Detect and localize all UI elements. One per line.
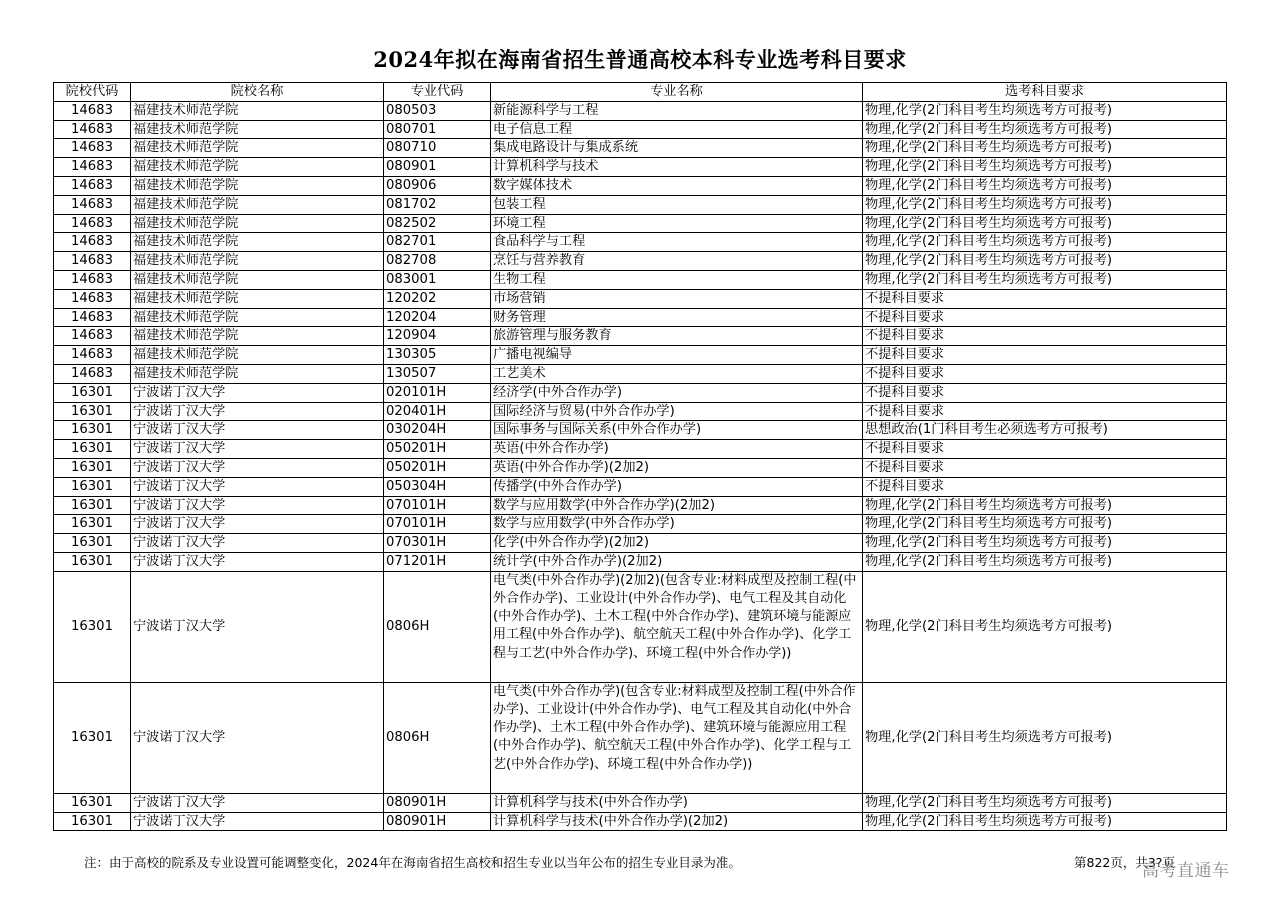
major-code-cell: 082701 — [384, 233, 491, 252]
table-row — [54, 158, 1227, 177]
table-row — [54, 101, 1227, 120]
table-row — [54, 289, 1227, 308]
subject-requirement-cell: 思想政治(1门科目考生必须选考方可报考) — [863, 421, 1227, 440]
school-name-cell: 福建技术师范学院 — [131, 195, 384, 214]
school-code-cell: 14683 — [54, 195, 131, 214]
major-name-cell: 包装工程 — [491, 195, 863, 214]
school-code-cell: 14683 — [54, 346, 131, 365]
major-code-cell: 120202 — [384, 289, 491, 308]
page-number: 第822页，共3?页 — [1074, 855, 1175, 870]
school-name-cell: 宁波诺丁汉大学 — [131, 477, 384, 496]
major-name-cell: 市场营销 — [491, 289, 863, 308]
school-name-cell: 福建技术师范学院 — [131, 176, 384, 195]
major-code-cell: 050304H — [384, 477, 491, 496]
table-row — [54, 421, 1227, 440]
school-name-cell: 福建技术师范学院 — [131, 233, 384, 252]
school-code-cell: 14683 — [54, 308, 131, 327]
table-row — [54, 682, 1227, 793]
table-row — [54, 496, 1227, 515]
school-name-cell: 福建技术师范学院 — [131, 270, 384, 289]
major-name-cell: 旅游管理与服务教育 — [491, 327, 863, 346]
footer-note: 注：由于高校的院系及专业设置可能调整变化，2024年在海南省招生高校和招生专业以当年公布的招生专业目录为准。 — [84, 855, 741, 870]
subject-requirement-cell: 物理,化学(2门科目考生均须选考方可报考) — [863, 195, 1227, 214]
major-name-cell: 传播学(中外合作办学) — [491, 477, 863, 496]
major-name-cell: 数学与应用数学(中外合作办学) — [491, 515, 863, 534]
school-name-cell: 宁波诺丁汉大学 — [131, 571, 384, 682]
school-name-cell: 宁波诺丁汉大学 — [131, 812, 384, 831]
major-code-cell: 0806H — [384, 682, 491, 793]
school-code-cell: 14683 — [54, 214, 131, 233]
major-code-cell: 130507 — [384, 364, 491, 383]
major-code-cell: 120204 — [384, 308, 491, 327]
subject-requirement-cell: 不提科目要求 — [863, 346, 1227, 365]
school-name-cell: 福建技术师范学院 — [131, 101, 384, 120]
school-code-cell: 14683 — [54, 252, 131, 271]
school-code-cell: 16301 — [54, 515, 131, 534]
major-name-cell: 数学与应用数学(中外合作办学)(2加2) — [491, 496, 863, 515]
major-name-cell: 计算机科学与技术(中外合作办学) — [491, 793, 863, 812]
table-row — [54, 346, 1227, 365]
school-name-cell: 宁波诺丁汉大学 — [131, 552, 384, 571]
major-name-cell: 集成电路设计与集成系统 — [491, 139, 863, 158]
major-name-cell: 环境工程 — [491, 214, 863, 233]
major-code-cell: 081702 — [384, 195, 491, 214]
table-row — [54, 383, 1227, 402]
table-row — [54, 534, 1227, 553]
school-name-cell: 福建技术师范学院 — [131, 214, 384, 233]
subject-requirement-cell: 物理,化学(2门科目考生均须选考方可报考) — [863, 252, 1227, 271]
school-name-cell: 宁波诺丁汉大学 — [131, 458, 384, 477]
subject-requirement-cell: 物理,化学(2门科目考生均须选考方可报考) — [863, 515, 1227, 534]
school-name-cell: 宁波诺丁汉大学 — [131, 793, 384, 812]
school-code-cell: 16301 — [54, 793, 131, 812]
subject-requirement-cell: 物理,化学(2门科目考生均须选考方可报考) — [863, 233, 1227, 252]
table-row — [54, 364, 1227, 383]
subject-requirement-cell: 物理,化学(2门科目考生均须选考方可报考) — [863, 139, 1227, 158]
school-code-cell: 14683 — [54, 158, 131, 177]
school-name-cell: 福建技术师范学院 — [131, 346, 384, 365]
subject-requirement-cell: 不提科目要求 — [863, 383, 1227, 402]
subject-requirement-cell: 不提科目要求 — [863, 364, 1227, 383]
major-name-cell: 英语(中外合作办学) — [491, 440, 863, 459]
subject-requirement-cell: 物理,化学(2门科目考生均须选考方可报考) — [863, 158, 1227, 177]
school-name-cell: 福建技术师范学院 — [131, 308, 384, 327]
school-code-cell: 14683 — [54, 327, 131, 346]
header-school-name: 院校名称 — [131, 83, 384, 102]
major-code-cell: 050201H — [384, 458, 491, 477]
school-code-cell: 14683 — [54, 289, 131, 308]
table-row — [54, 812, 1227, 831]
subject-requirement-cell: 物理,化学(2门科目考生均须选考方可报考) — [863, 214, 1227, 233]
major-code-cell: 050201H — [384, 440, 491, 459]
table-body — [54, 101, 1227, 831]
school-code-cell: 16301 — [54, 402, 131, 421]
school-name-cell: 福建技术师范学院 — [131, 327, 384, 346]
major-code-cell: 070301H — [384, 534, 491, 553]
page-title: 2024年拟在海南省招生普通高校本科专业选考科目要求 — [373, 47, 907, 72]
header-major-name: 专业名称 — [491, 83, 863, 102]
table-row — [54, 308, 1227, 327]
major-name-cell: 广播电视编导 — [491, 346, 863, 365]
subject-requirement-cell: 物理,化学(2门科目考生均须选考方可报考) — [863, 682, 1227, 793]
major-name-cell: 计算机科学与技术(中外合作办学)(2加2) — [491, 812, 863, 831]
table-row — [54, 252, 1227, 271]
header-major-code: 专业代码 — [384, 83, 491, 102]
school-code-cell: 14683 — [54, 233, 131, 252]
table-row — [54, 571, 1227, 682]
subject-requirement-cell: 物理,化学(2门科目考生均须选考方可报考) — [863, 812, 1227, 831]
major-code-cell: 080503 — [384, 101, 491, 120]
watermark-text: 高考直通车 — [1142, 861, 1230, 881]
major-code-cell: 082502 — [384, 214, 491, 233]
table-row — [54, 477, 1227, 496]
major-code-cell: 083001 — [384, 270, 491, 289]
major-code-cell: 080906 — [384, 176, 491, 195]
school-name-cell: 宁波诺丁汉大学 — [131, 515, 384, 534]
table-row — [54, 270, 1227, 289]
table-row — [54, 120, 1227, 139]
subject-requirement-cell: 物理,化学(2门科目考生均须选考方可报考) — [863, 176, 1227, 195]
header-school-code: 院校代码 — [54, 83, 131, 102]
major-name-cell: 统计学(中外合作办学)(2加2) — [491, 552, 863, 571]
table-row — [54, 402, 1227, 421]
school-name-cell: 福建技术师范学院 — [131, 289, 384, 308]
major-name-cell: 生物工程 — [491, 270, 863, 289]
school-code-cell: 14683 — [54, 176, 131, 195]
school-code-cell: 16301 — [54, 682, 131, 793]
table-row — [54, 139, 1227, 158]
major-name-text: 电气类(中外合作办学)(2加2)(包含专业:材料成型及控制工程(中外合作办学)、工业设计(中外合作办学)、电气工程及其自动化(中外合作办学)、土木工程(中外合作办学)、建筑环境与能源应用工程(中外合作办学)、航空航天工程(中外合作办学)、化学工程与工艺(中外合作办学)、环境工程(中外合作办学)) — [493, 572, 857, 661]
major-name-cell: 国际事务与国际关系(中外合作办学) — [491, 421, 863, 440]
school-name-cell: 宁波诺丁汉大学 — [131, 402, 384, 421]
major-name-cell: 数字媒体技术 — [491, 176, 863, 195]
school-name-cell: 福建技术师范学院 — [131, 158, 384, 177]
school-name-cell: 宁波诺丁汉大学 — [131, 421, 384, 440]
subject-requirement-cell: 物理,化学(2门科目考生均须选考方可报考) — [863, 552, 1227, 571]
major-code-cell: 080710 — [384, 139, 491, 158]
school-code-cell: 16301 — [54, 458, 131, 477]
major-name-cell: 烹饪与营养教育 — [491, 252, 863, 271]
major-code-cell: 020401H — [384, 402, 491, 421]
school-code-cell: 14683 — [54, 101, 131, 120]
major-code-cell: 080701 — [384, 120, 491, 139]
subject-requirement-cell: 物理,化学(2门科目考生均须选考方可报考) — [863, 534, 1227, 553]
school-name-cell: 宁波诺丁汉大学 — [131, 383, 384, 402]
subject-requirement-cell: 物理,化学(2门科目考生均须选考方可报考) — [863, 101, 1227, 120]
school-name-cell: 福建技术师范学院 — [131, 139, 384, 158]
school-code-cell: 16301 — [54, 534, 131, 553]
school-code-cell: 14683 — [54, 270, 131, 289]
major-name-cell: 计算机科学与技术 — [491, 158, 863, 177]
subject-requirement-cell: 物理,化学(2门科目考生均须选考方可报考) — [863, 270, 1227, 289]
school-code-cell: 16301 — [54, 421, 131, 440]
major-name-text: 电气类(中外合作办学)(包含专业:材料成型及控制工程(中外合作办学)、工业设计(中外合作办学)、电气工程及其自动化(中外合作办学)、土木工程(中外合作办学)、建筑环境与能源应用工程(中外合作办学)、航空航天工程(中外合作办学)、化学工程与工艺(中外合作办学)、环境工程(中外合作办学)) — [493, 683, 856, 772]
subject-requirement-cell: 物理,化学(2门科目考生均须选考方可报考) — [863, 571, 1227, 682]
major-name-cell: 化学(中外合作办学)(2加2) — [491, 534, 863, 553]
subject-requirement-cell: 不提科目要求 — [863, 327, 1227, 346]
major-name-cell: 经济学(中外合作办学) — [491, 383, 863, 402]
school-code-cell: 16301 — [54, 552, 131, 571]
subject-requirement-cell: 不提科目要求 — [863, 308, 1227, 327]
subject-requirement-cell: 物理,化学(2门科目考生均须选考方可报考) — [863, 120, 1227, 139]
major-name-cell: 财务管理 — [491, 308, 863, 327]
school-code-cell: 14683 — [54, 120, 131, 139]
school-code-cell: 16301 — [54, 496, 131, 515]
major-name-cell — [491, 682, 863, 793]
major-name-cell: 国际经济与贸易(中外合作办学) — [491, 402, 863, 421]
school-name-cell: 宁波诺丁汉大学 — [131, 682, 384, 793]
major-code-cell: 030204H — [384, 421, 491, 440]
major-code-cell: 080901H — [384, 793, 491, 812]
subject-requirement-cell: 不提科目要求 — [863, 440, 1227, 459]
table-row — [54, 176, 1227, 195]
table-row — [54, 552, 1227, 571]
school-name-cell: 宁波诺丁汉大学 — [131, 534, 384, 553]
header-subject-requirement: 选考科目要求 — [863, 83, 1227, 102]
table-row — [54, 195, 1227, 214]
table-header-row — [54, 83, 1227, 102]
subject-requirement-cell: 不提科目要求 — [863, 289, 1227, 308]
subject-requirement-cell: 不提科目要求 — [863, 477, 1227, 496]
major-code-cell: 080901 — [384, 158, 491, 177]
table-row — [54, 458, 1227, 477]
table-row — [54, 214, 1227, 233]
major-name-cell — [491, 571, 863, 682]
major-code-cell: 130305 — [384, 346, 491, 365]
school-name-cell: 宁波诺丁汉大学 — [131, 440, 384, 459]
school-code-cell: 16301 — [54, 440, 131, 459]
school-name-cell: 福建技术师范学院 — [131, 252, 384, 271]
subject-requirement-cell: 不提科目要求 — [863, 402, 1227, 421]
major-name-cell: 电子信息工程 — [491, 120, 863, 139]
major-code-cell: 082708 — [384, 252, 491, 271]
major-code-cell: 020101H — [384, 383, 491, 402]
subject-requirement-cell: 不提科目要求 — [863, 458, 1227, 477]
subject-requirement-cell: 物理,化学(2门科目考生均须选考方可报考) — [863, 793, 1227, 812]
school-code-cell: 14683 — [54, 139, 131, 158]
major-name-cell: 英语(中外合作办学)(2加2) — [491, 458, 863, 477]
major-code-cell: 0806H — [384, 571, 491, 682]
subject-requirement-cell: 物理,化学(2门科目考生均须选考方可报考) — [863, 496, 1227, 515]
table-row — [54, 327, 1227, 346]
school-name-cell: 福建技术师范学院 — [131, 364, 384, 383]
table-row — [54, 440, 1227, 459]
major-name-cell: 新能源科学与工程 — [491, 101, 863, 120]
major-code-cell: 120904 — [384, 327, 491, 346]
major-code-cell: 070101H — [384, 515, 491, 534]
table-row — [54, 233, 1227, 252]
school-name-cell: 宁波诺丁汉大学 — [131, 496, 384, 515]
school-code-cell: 16301 — [54, 477, 131, 496]
major-name-cell: 食品科学与工程 — [491, 233, 863, 252]
school-code-cell: 16301 — [54, 383, 131, 402]
major-code-cell: 070101H — [384, 496, 491, 515]
major-name-cell: 工艺美术 — [491, 364, 863, 383]
table-row — [54, 515, 1227, 534]
major-code-cell: 071201H — [384, 552, 491, 571]
school-code-cell: 16301 — [54, 571, 131, 682]
school-code-cell: 16301 — [54, 812, 131, 831]
major-code-cell: 080901H — [384, 812, 491, 831]
school-code-cell: 14683 — [54, 364, 131, 383]
table-row — [54, 793, 1227, 812]
subject-requirements-table — [53, 82, 1227, 831]
school-name-cell: 福建技术师范学院 — [131, 120, 384, 139]
